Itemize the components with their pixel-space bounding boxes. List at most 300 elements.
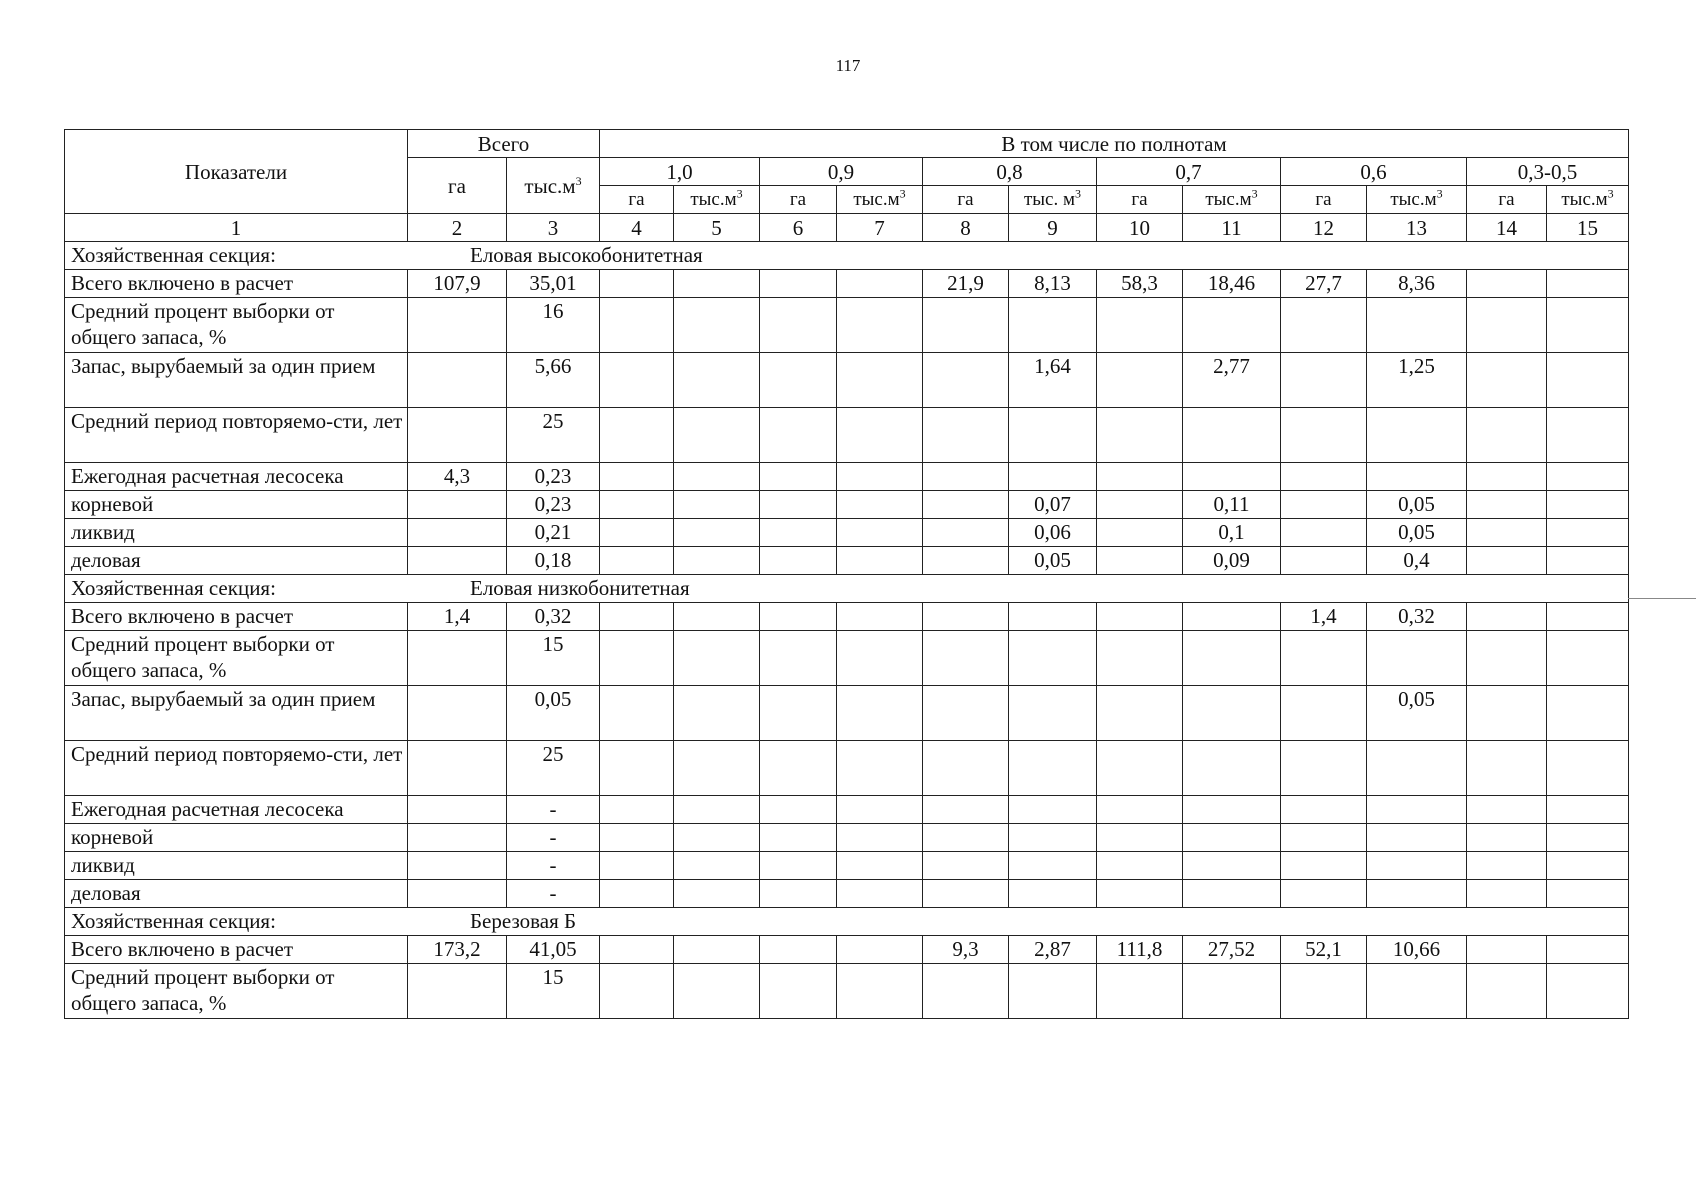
value-cell xyxy=(1183,852,1281,880)
table-row xyxy=(65,631,1629,686)
value-cell xyxy=(923,408,1009,463)
table-row xyxy=(65,519,1629,547)
value-cell xyxy=(760,270,837,298)
value-cell xyxy=(1009,824,1097,852)
section-header-row xyxy=(65,908,1629,936)
ha-subheader: га xyxy=(760,186,837,214)
value-cell xyxy=(923,964,1009,1019)
value-cell xyxy=(1547,519,1629,547)
value-cell xyxy=(1009,603,1097,631)
value-cell xyxy=(1547,824,1629,852)
value-cell xyxy=(600,603,674,631)
value-cell xyxy=(1467,408,1547,463)
value-cell xyxy=(760,519,837,547)
value-cell xyxy=(760,408,837,463)
value-cell xyxy=(1467,603,1547,631)
value-cell xyxy=(1009,631,1097,686)
value-cell xyxy=(674,964,760,1019)
value-cell xyxy=(600,463,674,491)
value-cell: 173,2 xyxy=(408,936,507,964)
section-name: Еловая высокобонитетная xyxy=(470,243,703,267)
indicator-label: Ежегодная расчетная лесосека xyxy=(65,796,408,824)
header-row-1 xyxy=(65,130,1629,158)
value-cell xyxy=(1547,964,1629,1019)
volume-subheader: $тыс.м^3$ xyxy=(674,186,760,214)
column-number: 2 xyxy=(408,214,507,242)
value-cell xyxy=(600,880,674,908)
column-number: 14 xyxy=(1467,214,1547,242)
column-number: 10 xyxy=(1097,214,1183,242)
value-cell xyxy=(1547,547,1629,575)
value-cell xyxy=(1281,631,1367,686)
value-cell: 5,66 xyxy=(507,353,600,408)
value-cell: 0,1 xyxy=(1183,519,1281,547)
value-cell xyxy=(837,796,923,824)
value-cell xyxy=(1547,631,1629,686)
volume-subheader: $тыс.м^3$ xyxy=(837,186,923,214)
value-cell xyxy=(408,796,507,824)
value-cell xyxy=(1281,463,1367,491)
value-cell xyxy=(1547,491,1629,519)
value-cell xyxy=(1281,796,1367,824)
value-cell xyxy=(1097,852,1183,880)
value-cell xyxy=(408,964,507,1019)
value-cell xyxy=(1547,270,1629,298)
value-cell: 0,09 xyxy=(1183,547,1281,575)
value-cell: 0,32 xyxy=(1367,603,1467,631)
table-row xyxy=(65,964,1629,1019)
value-cell xyxy=(1183,603,1281,631)
volume-subheader: $тыс.м^3$ xyxy=(1367,186,1467,214)
table-row xyxy=(65,408,1629,463)
value-cell xyxy=(837,491,923,519)
value-cell xyxy=(837,463,923,491)
value-cell: 27,52 xyxy=(1183,936,1281,964)
value-cell: - xyxy=(507,824,600,852)
value-cell: 18,46 xyxy=(1183,270,1281,298)
value-cell xyxy=(600,491,674,519)
value-cell xyxy=(1467,852,1547,880)
value-cell xyxy=(1467,270,1547,298)
volume-subheader: $тыс.м^3$ xyxy=(1547,186,1629,214)
value-cell xyxy=(674,353,760,408)
value-cell xyxy=(923,463,1009,491)
value-cell xyxy=(1547,408,1629,463)
indicator-label: Средний процент выборки от общего запаса, % xyxy=(65,631,408,686)
value-cell: 0,05 xyxy=(1009,547,1097,575)
value-cell xyxy=(1097,491,1183,519)
value-cell xyxy=(1097,796,1183,824)
value-cell xyxy=(1281,741,1367,796)
indicator-label: Всего включено в расчет xyxy=(65,270,408,298)
value-cell xyxy=(837,686,923,741)
value-cell xyxy=(1183,631,1281,686)
value-cell xyxy=(1281,519,1367,547)
value-cell: 0,05 xyxy=(1367,519,1467,547)
forest-data-table xyxy=(64,129,1629,1019)
value-cell: 35,01 xyxy=(507,270,600,298)
value-cell xyxy=(923,824,1009,852)
value-cell xyxy=(923,880,1009,908)
value-cell xyxy=(837,741,923,796)
value-cell xyxy=(1467,796,1547,824)
value-cell xyxy=(1281,408,1367,463)
column-number: 5 xyxy=(674,214,760,242)
value-cell: 111,8 xyxy=(1097,936,1183,964)
table-row xyxy=(65,603,1629,631)
value-cell xyxy=(760,880,837,908)
value-cell xyxy=(923,491,1009,519)
value-cell xyxy=(837,547,923,575)
value-cell xyxy=(408,547,507,575)
value-cell xyxy=(1547,741,1629,796)
value-cell xyxy=(600,852,674,880)
value-cell xyxy=(1281,686,1367,741)
value-cell xyxy=(674,880,760,908)
value-cell xyxy=(837,824,923,852)
value-cell xyxy=(1467,936,1547,964)
value-cell xyxy=(760,936,837,964)
value-cell xyxy=(1367,631,1467,686)
value-cell xyxy=(923,353,1009,408)
indicator-label: Средний процент выборки от общего запаса, % xyxy=(65,298,408,353)
value-cell: 0,23 xyxy=(507,491,600,519)
indicator-label: Средний процент выборки от общего запаса, % xyxy=(65,964,408,1019)
value-cell xyxy=(674,631,760,686)
value-cell xyxy=(1367,408,1467,463)
value-cell xyxy=(760,741,837,796)
value-cell xyxy=(837,852,923,880)
value-cell xyxy=(408,631,507,686)
value-cell xyxy=(674,741,760,796)
value-cell: 0,05 xyxy=(507,686,600,741)
value-cell xyxy=(760,463,837,491)
value-cell xyxy=(1547,298,1629,353)
section-label: Хозяйственная секция: xyxy=(71,243,276,267)
value-cell xyxy=(1097,408,1183,463)
table-row xyxy=(65,852,1629,880)
value-cell xyxy=(1467,298,1547,353)
value-cell xyxy=(1281,852,1367,880)
value-cell xyxy=(1467,686,1547,741)
value-cell xyxy=(1467,741,1547,796)
value-cell: 0,11 xyxy=(1183,491,1281,519)
value-cell xyxy=(600,824,674,852)
volume-subheader: тыс. $м^3$ xyxy=(1009,186,1097,214)
indicator-label: ликвид xyxy=(65,852,408,880)
indicator-label: Запас, вырубаемый за один прием xyxy=(65,686,408,741)
value-cell xyxy=(600,353,674,408)
value-cell xyxy=(1367,741,1467,796)
value-cell xyxy=(674,270,760,298)
value-cell xyxy=(1547,796,1629,824)
column-number: 7 xyxy=(837,214,923,242)
value-cell xyxy=(1547,463,1629,491)
indicator-label: Средний период повторяемо-сти, лет xyxy=(65,741,408,796)
column-number: 1 xyxy=(65,214,408,242)
value-cell xyxy=(1547,880,1629,908)
value-cell xyxy=(760,547,837,575)
value-cell xyxy=(837,631,923,686)
value-cell: 1,4 xyxy=(408,603,507,631)
value-cell xyxy=(600,964,674,1019)
value-cell xyxy=(1009,298,1097,353)
value-cell xyxy=(674,796,760,824)
total-header: Всего xyxy=(408,130,600,158)
page-number: 117 xyxy=(835,56,861,75)
value-cell xyxy=(1467,631,1547,686)
value-cell xyxy=(600,741,674,796)
indicator-label: деловая xyxy=(65,547,408,575)
value-cell xyxy=(1467,547,1547,575)
value-cell xyxy=(600,270,674,298)
value-cell xyxy=(1281,880,1367,908)
value-cell xyxy=(1097,880,1183,908)
value-cell xyxy=(600,408,674,463)
value-cell xyxy=(1367,824,1467,852)
table-row xyxy=(65,741,1629,796)
value-cell xyxy=(837,353,923,408)
value-cell xyxy=(837,519,923,547)
value-cell xyxy=(1183,298,1281,353)
value-cell xyxy=(1367,796,1467,824)
column-number: 6 xyxy=(760,214,837,242)
value-cell xyxy=(408,519,507,547)
density-0-9-header: 0,9 xyxy=(760,158,923,186)
value-cell: 0,18 xyxy=(507,547,600,575)
value-cell: 0,06 xyxy=(1009,519,1097,547)
value-cell xyxy=(923,631,1009,686)
indicator-label: Всего включено в расчет xyxy=(65,603,408,631)
section-header-cell xyxy=(65,908,1629,936)
value-cell xyxy=(1467,964,1547,1019)
table-row xyxy=(65,270,1629,298)
indicator-label: Средний период повторяемо-сти, лет xyxy=(65,408,408,463)
value-cell xyxy=(1097,353,1183,408)
value-cell xyxy=(408,491,507,519)
value-cell xyxy=(600,547,674,575)
value-cell xyxy=(1367,298,1467,353)
value-cell xyxy=(408,298,507,353)
section-name: Березовая Б xyxy=(470,909,577,933)
value-cell xyxy=(1183,463,1281,491)
value-cell xyxy=(1183,796,1281,824)
indicator-label: корневой xyxy=(65,824,408,852)
section-header-cell xyxy=(65,575,1629,603)
value-cell xyxy=(760,852,837,880)
value-cell xyxy=(674,603,760,631)
value-cell xyxy=(408,408,507,463)
value-cell xyxy=(923,603,1009,631)
value-cell xyxy=(408,686,507,741)
value-cell xyxy=(1467,824,1547,852)
value-cell xyxy=(1547,852,1629,880)
table-row xyxy=(65,880,1629,908)
value-cell xyxy=(1097,964,1183,1019)
value-cell xyxy=(674,491,760,519)
column-number: 4 xyxy=(600,214,674,242)
column-number: 9 xyxy=(1009,214,1097,242)
value-cell xyxy=(760,603,837,631)
value-cell xyxy=(674,408,760,463)
density-1-0-header: 1,0 xyxy=(600,158,760,186)
value-cell: 1,4 xyxy=(1281,603,1367,631)
indicator-label: ликвид xyxy=(65,519,408,547)
value-cell: 0,23 xyxy=(507,463,600,491)
value-cell xyxy=(1281,824,1367,852)
value-cell xyxy=(1367,852,1467,880)
value-cell xyxy=(760,298,837,353)
value-cell: 27,7 xyxy=(1281,270,1367,298)
value-cell: 21,9 xyxy=(923,270,1009,298)
value-cell: 8,13 xyxy=(1009,270,1097,298)
value-cell xyxy=(600,796,674,824)
value-cell: 0,07 xyxy=(1009,491,1097,519)
total-ha-header: га xyxy=(408,158,507,214)
value-cell: - xyxy=(507,796,600,824)
value-cell xyxy=(760,796,837,824)
value-cell xyxy=(837,880,923,908)
value-cell xyxy=(1367,964,1467,1019)
by-density-header: В том числе по полнотам xyxy=(600,130,1629,158)
value-cell xyxy=(1009,964,1097,1019)
value-cell: 25 xyxy=(507,408,600,463)
value-cell: 2,77 xyxy=(1183,353,1281,408)
value-cell: - xyxy=(507,852,600,880)
value-cell xyxy=(600,686,674,741)
value-cell xyxy=(1467,463,1547,491)
volume-subheader: $тыс.м^3$ xyxy=(1183,186,1281,214)
value-cell xyxy=(1467,491,1547,519)
ha-subheader: га xyxy=(1467,186,1547,214)
value-cell xyxy=(1367,463,1467,491)
ha-subheader: га xyxy=(600,186,674,214)
value-cell xyxy=(1097,547,1183,575)
value-cell xyxy=(923,741,1009,796)
density-0-3-0-5-header: 0,3-0,5 xyxy=(1467,158,1629,186)
value-cell xyxy=(600,631,674,686)
value-cell xyxy=(1281,298,1367,353)
column-number: 8 xyxy=(923,214,1009,242)
table-row xyxy=(65,824,1629,852)
value-cell xyxy=(1097,298,1183,353)
value-cell: 1,25 xyxy=(1367,353,1467,408)
value-cell xyxy=(1009,852,1097,880)
value-cell xyxy=(1097,741,1183,796)
value-cell xyxy=(760,686,837,741)
value-cell xyxy=(1547,686,1629,741)
value-cell xyxy=(674,686,760,741)
value-cell xyxy=(1183,880,1281,908)
value-cell xyxy=(760,491,837,519)
value-cell xyxy=(1547,936,1629,964)
table-row xyxy=(65,463,1629,491)
ha-subheader: га xyxy=(923,186,1009,214)
value-cell xyxy=(600,298,674,353)
indicator-label: Запас, вырубаемый за один прием xyxy=(65,353,408,408)
value-cell xyxy=(760,964,837,1019)
value-cell xyxy=(1467,880,1547,908)
value-cell: 52,1 xyxy=(1281,936,1367,964)
section-label: Хозяйственная секция: xyxy=(71,576,276,600)
value-cell: 58,3 xyxy=(1097,270,1183,298)
value-cell xyxy=(1009,463,1097,491)
column-number: 15 xyxy=(1547,214,1629,242)
density-0-7-header: 0,7 xyxy=(1097,158,1281,186)
table-body xyxy=(65,242,1629,1019)
value-cell: 41,05 xyxy=(507,936,600,964)
value-cell xyxy=(1097,603,1183,631)
value-cell: 16 xyxy=(507,298,600,353)
value-cell: 15 xyxy=(507,631,600,686)
total-volume-header: $тыс.м^3$ xyxy=(507,158,600,214)
table-row xyxy=(65,796,1629,824)
value-cell xyxy=(1183,741,1281,796)
table-row xyxy=(65,491,1629,519)
stray-scan-line xyxy=(1628,598,1696,599)
value-cell xyxy=(1281,353,1367,408)
column-number: 3 xyxy=(507,214,600,242)
value-cell xyxy=(674,519,760,547)
value-cell: 107,9 xyxy=(408,270,507,298)
indicator-label: Ежегодная расчетная лесосека xyxy=(65,463,408,491)
value-cell xyxy=(1009,741,1097,796)
column-number: 12 xyxy=(1281,214,1367,242)
value-cell: 25 xyxy=(507,741,600,796)
value-cell xyxy=(837,964,923,1019)
value-cell xyxy=(760,353,837,408)
value-cell xyxy=(837,936,923,964)
value-cell xyxy=(1547,603,1629,631)
indicator-label: деловая xyxy=(65,880,408,908)
value-cell: 9,3 xyxy=(923,936,1009,964)
value-cell xyxy=(1097,824,1183,852)
value-cell xyxy=(1281,547,1367,575)
value-cell xyxy=(837,298,923,353)
section-header-row xyxy=(65,575,1629,603)
value-cell xyxy=(837,603,923,631)
value-cell xyxy=(1009,686,1097,741)
value-cell xyxy=(1097,686,1183,741)
table-row xyxy=(65,298,1629,353)
ha-subheader: га xyxy=(1281,186,1367,214)
value-cell xyxy=(408,824,507,852)
table-row xyxy=(65,686,1629,741)
value-cell xyxy=(1009,880,1097,908)
value-cell xyxy=(1097,463,1183,491)
value-cell xyxy=(674,852,760,880)
value-cell xyxy=(1467,519,1547,547)
value-cell xyxy=(1097,631,1183,686)
value-cell xyxy=(1183,686,1281,741)
table-row xyxy=(65,353,1629,408)
value-cell: 2,87 xyxy=(1009,936,1097,964)
value-cell: 15 xyxy=(507,964,600,1019)
value-cell xyxy=(837,270,923,298)
value-cell xyxy=(674,936,760,964)
value-cell xyxy=(923,547,1009,575)
value-cell xyxy=(1183,408,1281,463)
column-numbers-row xyxy=(65,214,1629,242)
value-cell xyxy=(600,936,674,964)
table-row xyxy=(65,547,1629,575)
value-cell xyxy=(923,298,1009,353)
indicator-label: корневой xyxy=(65,491,408,519)
value-cell xyxy=(1183,964,1281,1019)
value-cell xyxy=(674,824,760,852)
section-header-cell xyxy=(65,242,1629,270)
value-cell xyxy=(1281,491,1367,519)
